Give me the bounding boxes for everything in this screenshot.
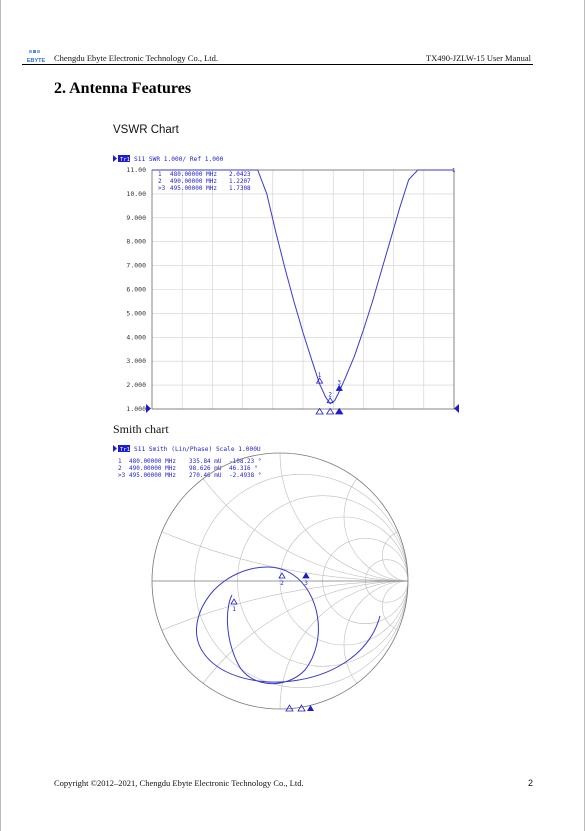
vswr-caption: VSWR Chart — [113, 124, 179, 136]
header-manual-title: TX490-JZLW-15 User Manual — [425, 53, 531, 63]
header-company: Chengdu Ebyte Electronic Technology Co., Ltd. — [54, 53, 219, 63]
smith-reactance-arc-neg-1 — [152, 581, 585, 831]
vswr-marker-freq: 495.00000 MHz — [170, 185, 217, 192]
vswr-marker-label: 3 — [337, 379, 342, 387]
smith-marker-label: 2 — [280, 580, 284, 587]
vswr-y-tick-label: 10.00 — [126, 189, 146, 198]
smith-marker-mag: 270.46 mU — [189, 472, 222, 479]
smith-marker-label: 1 — [232, 606, 236, 613]
smith-marker-table — [118, 458, 262, 479]
smith-marker-freq: 480.00000 MHz — [129, 458, 176, 465]
vswr-marker-freq: 490.00000 MHz — [170, 178, 217, 185]
vswr-y-tick-label: 5.000 — [126, 309, 146, 318]
vswr-header-label: S11 SWR 1.000/ Ref 1.000 — [134, 156, 224, 163]
smith-marker-label: 3 — [304, 580, 308, 587]
smith-marker-2 — [279, 573, 285, 578]
smith-trace-badge-text: Tr1 — [120, 447, 130, 453]
smith-bottom-markers — [286, 705, 314, 711]
smith-marker-freq: 490.00000 MHz — [129, 465, 176, 472]
vswr-marker-label: 2 — [328, 391, 332, 399]
smith-marker-freq: 495.00000 MHz — [129, 472, 176, 479]
smith-markers — [231, 573, 309, 613]
section-title: 2. Antenna Features — [54, 80, 192, 97]
smith-marker-id: 1 — [118, 458, 122, 465]
vswr-y-tick-label: 11.00 — [126, 166, 146, 174]
smith-reactance-arc-neg-2 — [280, 581, 536, 831]
smith-marker-1 — [231, 599, 237, 604]
smith-marker-3 — [303, 573, 309, 578]
vswr-y-tick-label: 8.000 — [126, 237, 146, 246]
vswr-y-tick-label: 6.000 — [126, 285, 146, 294]
vswr-marker-value: 1.7308 — [229, 185, 251, 192]
smith-marker-phase: 46.316 ° — [229, 465, 258, 472]
smith-reactance-arc-pos-1 — [152, 69, 585, 581]
vswr-marker-value: 1.2207 — [229, 178, 251, 185]
smith-trace-line — [196, 567, 380, 684]
smith-marker-mag: 335.84 mU — [189, 458, 222, 465]
vswr-y-tick-label: 3.000 — [126, 357, 146, 366]
vswr-y-tick-label: 7.000 — [126, 261, 146, 270]
vswr-trace-badge-text: Tr1 — [120, 157, 130, 163]
vswr-marker-value: 2.0423 — [229, 171, 251, 178]
smith-bottom-marker-1 — [286, 705, 293, 711]
smith-active-arrow-icon — [113, 445, 117, 452]
page-number: 2 — [528, 778, 534, 788]
vswr-trace-end-label: 1 — [452, 168, 456, 174]
smith-reactance-arc-neg-3 — [344, 581, 472, 709]
smith-marker-phase: -2.4938 ° — [229, 472, 262, 479]
footer-copyright: Copyright ©2012–2021, Chengdu Ebyte Electronic Technology Co., Ltd. — [54, 778, 304, 788]
smith-marker-id: 2 — [118, 465, 122, 472]
smith-reactance-arc-pos-3 — [344, 453, 472, 581]
smith-marker-phase: -108.23 ° — [229, 458, 262, 465]
vswr-y-tick-label: 1.000 — [126, 405, 146, 413]
logo-text: EBYTE — [26, 58, 46, 64]
vswr-marker-freq: 480.00000 MHz — [170, 171, 217, 178]
vswr-y-tick-label: 4.000 — [126, 333, 146, 342]
smith-bottom-marker-2 — [298, 705, 305, 711]
vswr-y-tick-label: 2.000 — [126, 381, 146, 390]
smith-marker-id: >3 — [118, 472, 126, 479]
smith-header-label: S11 Smith (Lin/Phase) Scale 1.000U — [134, 446, 261, 453]
vswr-marker-label: 1 — [317, 372, 322, 380]
vswr-marker-id: 2 — [158, 178, 162, 185]
vswr-y-tick-label: 9.000 — [126, 213, 146, 222]
smith-reactance-arc-pos-2 — [280, 325, 536, 581]
vswr-marker-id: >3 — [158, 185, 166, 192]
smith-marker-mag: 98.626 mU — [189, 465, 222, 472]
smith-caption: Smith chart — [113, 422, 169, 436]
vswr-marker-id: 1 — [158, 171, 162, 178]
